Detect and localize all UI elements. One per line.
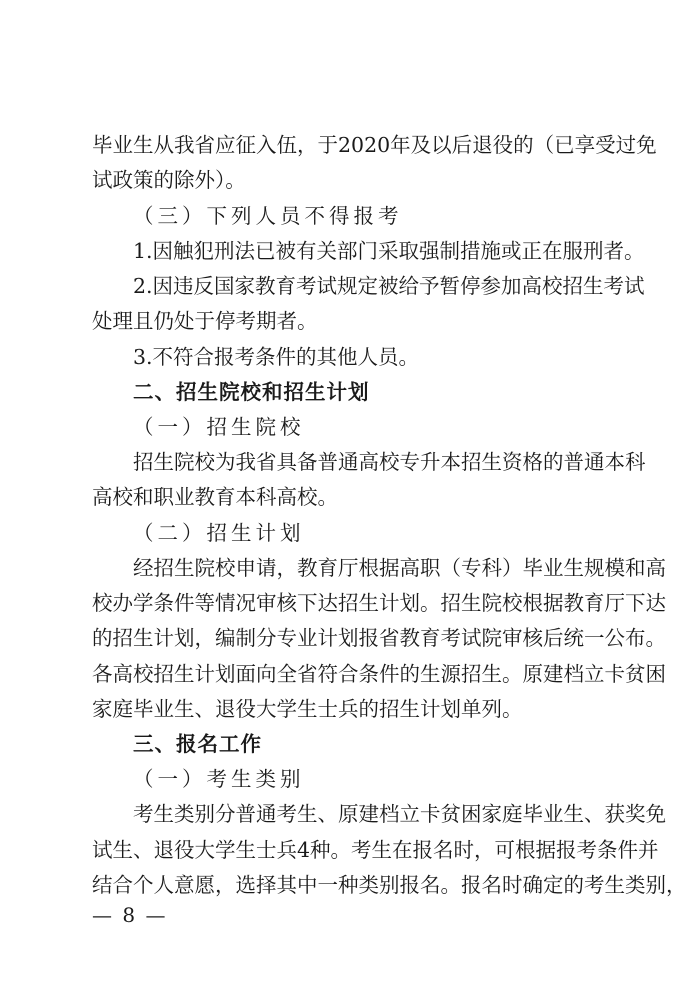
paragraph-line: 1.因触犯刑法已被有关部门采取强制措施或正在服刑者。: [133, 239, 645, 263]
page-number: — 8 —: [92, 903, 168, 927]
subsection-heading: （二）招生计划: [133, 521, 305, 545]
paragraph-line: 2.因违反国家教育考试规定被给予暂停参加高校招生考试: [133, 274, 645, 298]
paragraph-line: 结合个人意愿，选择其中一种类别报名。报名时确定的考生类别，: [92, 873, 687, 897]
paragraph-line: 试生、退役大学生士兵4种。考生在报名时，可根据报考条件并: [92, 838, 659, 862]
paragraph-line: 经招生院校申请，教育厅根据高职（专科）毕业生规模和高: [133, 556, 666, 580]
paragraph-line: 招生院校为我省具备普通高校专升本招生资格的普通本科: [133, 450, 646, 474]
paragraph-line: 校办学条件等情况审核下达招生计划。招生院校根据教育厅下达: [92, 591, 666, 615]
subsection-heading: （一）招生院校: [133, 415, 305, 439]
paragraph-line: 毕业生从我省应征入伍，于2020年及以后退役的（已享受过免: [92, 133, 657, 157]
section-heading: 三、报名工作: [133, 732, 262, 756]
paragraph-line: 3.不符合报考条件的其他人员。: [133, 345, 420, 369]
section-heading: 二、招生院校和招生计划: [133, 380, 370, 404]
paragraph-line: 试政策的除外）。: [92, 168, 246, 192]
subsection-heading: （三）下列人员不得报考: [133, 204, 403, 228]
subsection-heading: （一）考生类别: [133, 767, 305, 791]
paragraph-line: 的招生计划，编制分专业计划报省教育考试院审核后统一公布。: [92, 626, 666, 650]
paragraph-line: 各高校招生计划面向全省符合条件的生源招生。原建档立卡贫困: [92, 662, 666, 686]
paragraph-line: 高校和职业教育本科高校。: [92, 485, 338, 509]
paragraph-line: 考生类别分普通考生、原建档立卡贫困家庭毕业生、获奖免: [133, 802, 666, 826]
paragraph-line: 处理且仍处于停考期者。: [92, 309, 318, 333]
paragraph-line: 家庭毕业生、退役大学生士兵的招生计划单列。: [92, 697, 523, 721]
